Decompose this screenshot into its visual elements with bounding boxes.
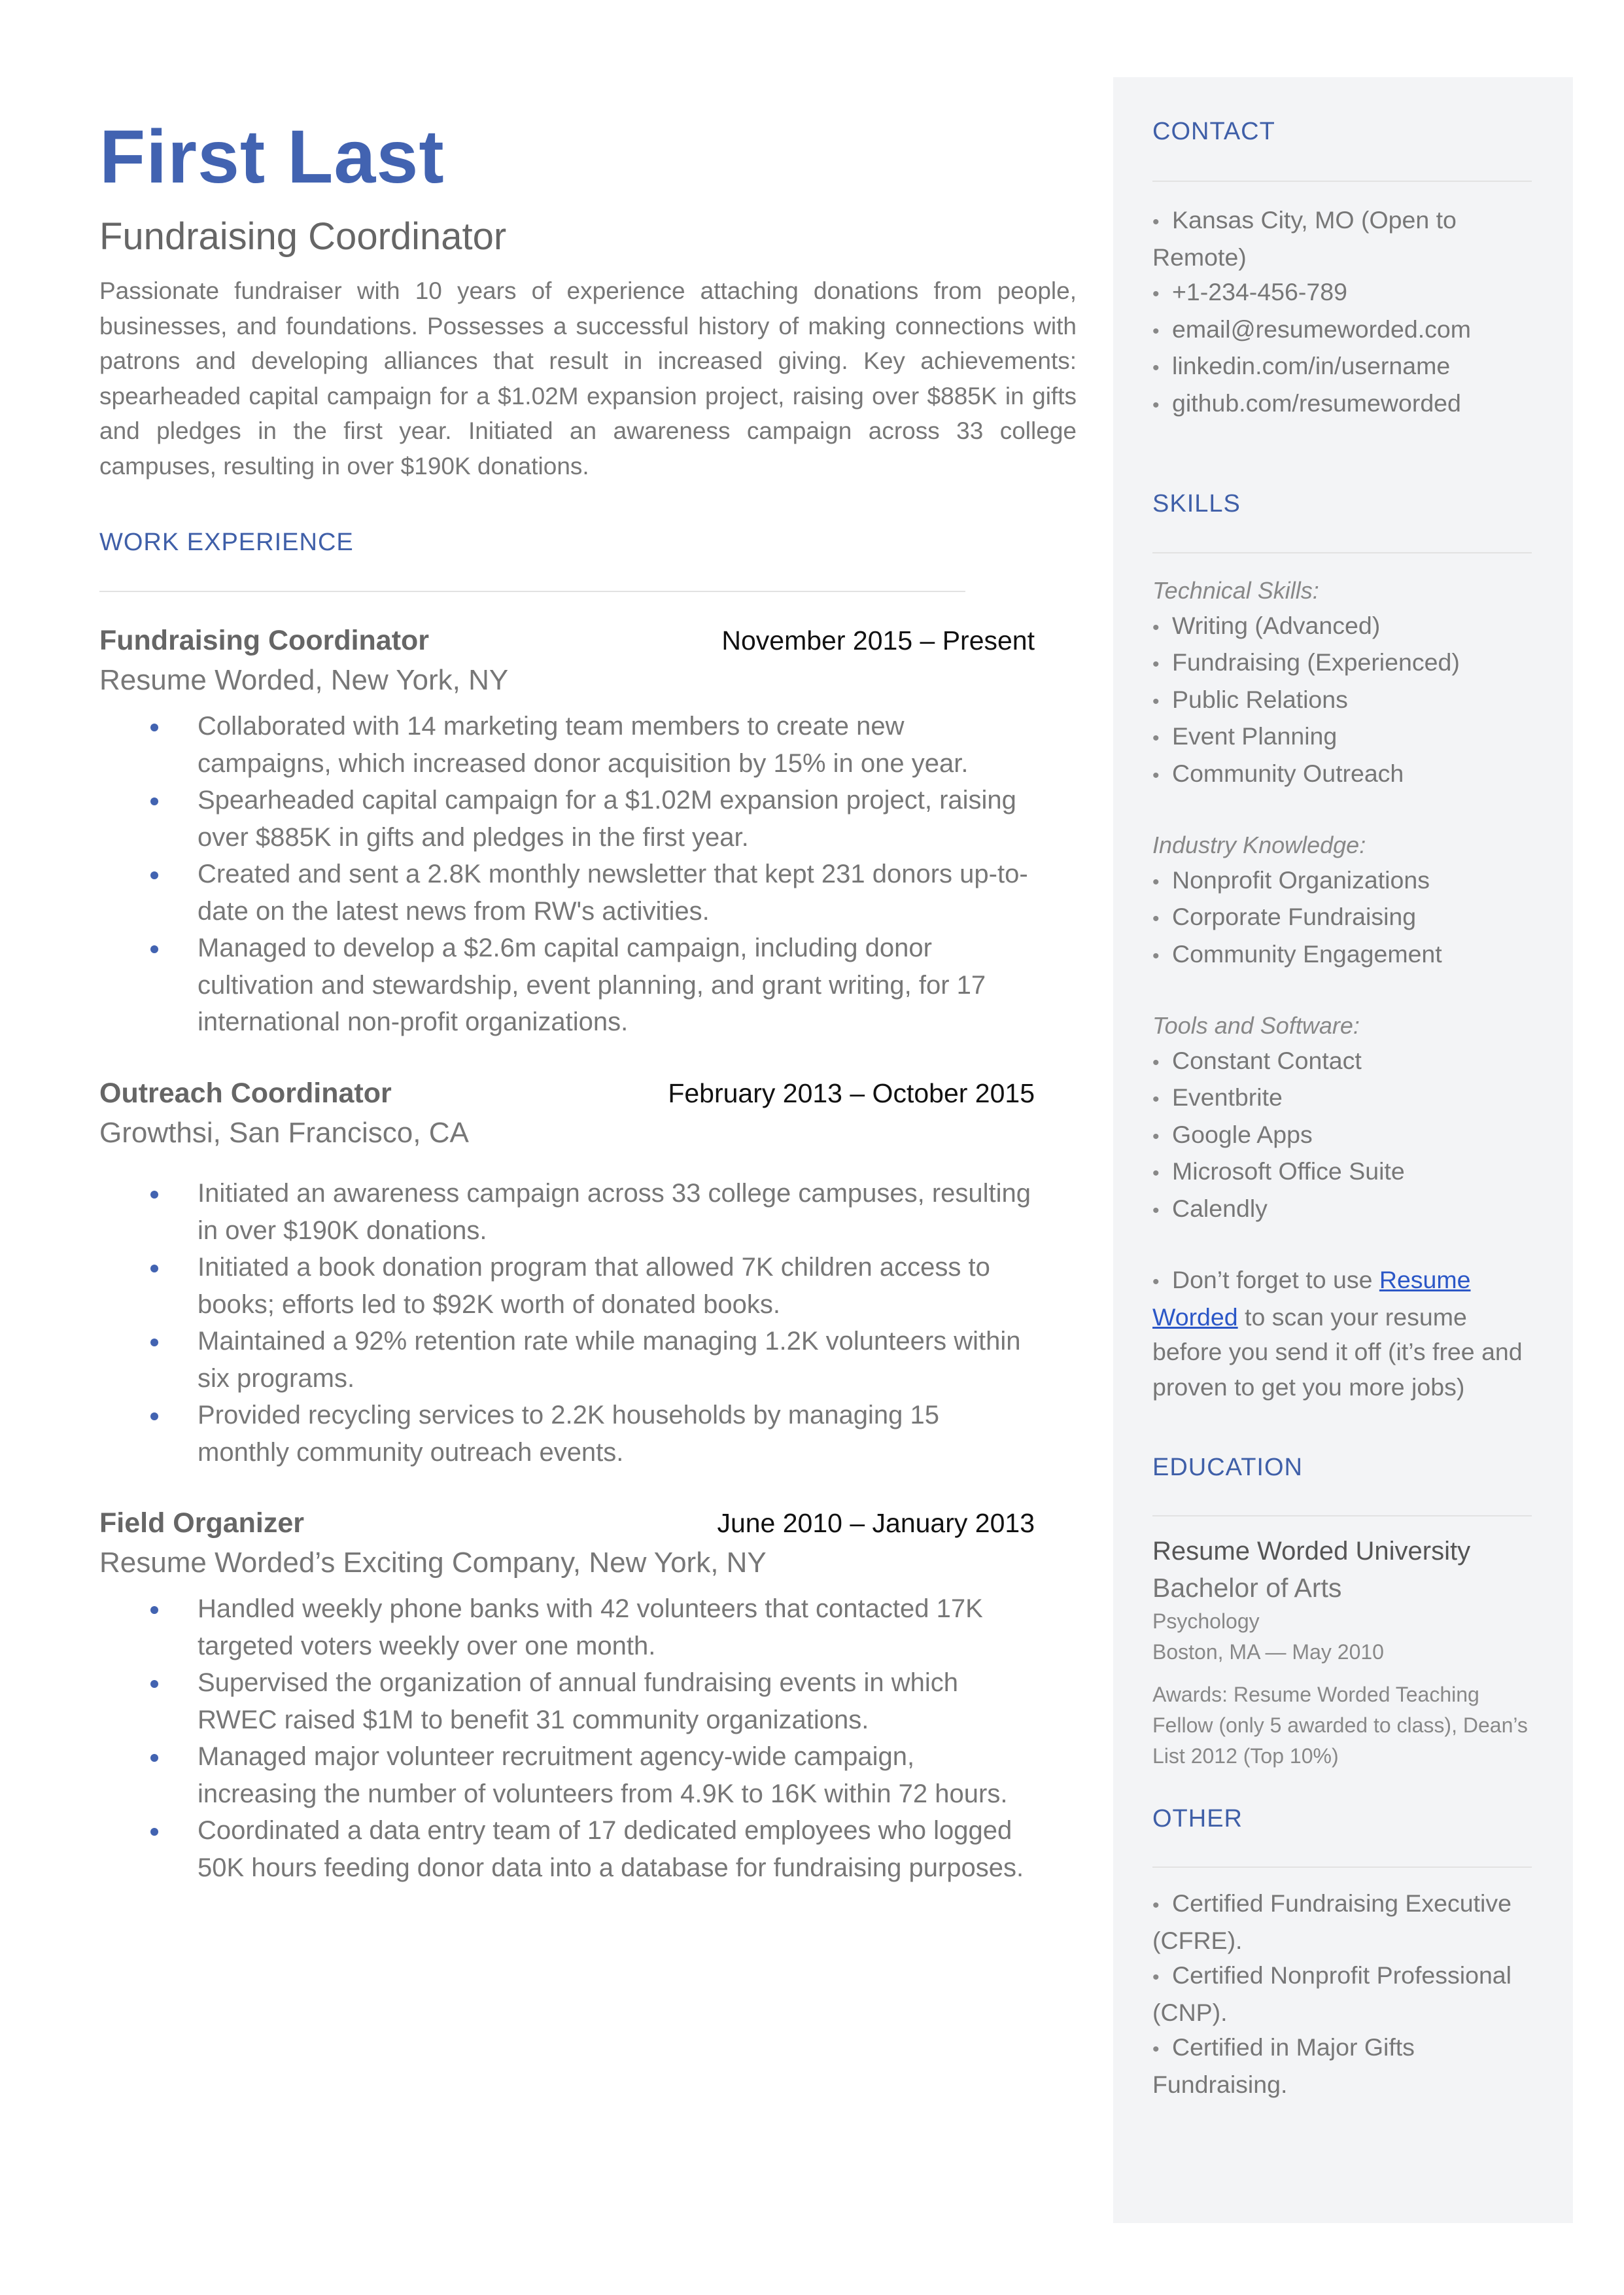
skill-item: • Writing (Advanced) — [1152, 608, 1532, 646]
skill-item: • Event Planning — [1152, 719, 1532, 756]
bullet-dot-icon — [150, 1265, 158, 1272]
contact-github[interactable]: • github.com/resumeworded — [1152, 386, 1532, 423]
bullet-icon: • — [1152, 1125, 1160, 1148]
job-bullets — [99, 1590, 1035, 1886]
job-bullet — [99, 1249, 1035, 1323]
bullet-icon: • — [1152, 908, 1160, 930]
work-experience-divider — [99, 591, 965, 592]
bullet-icon: • — [1152, 283, 1160, 305]
skill-item: • Corporate Fundraising — [1152, 900, 1532, 937]
bullet-icon: • — [1152, 1895, 1160, 1916]
job-bullets — [99, 1175, 1035, 1471]
skill-item: • Fundraising (Experienced) — [1152, 645, 1532, 682]
job-company: Resume Worded’s Exciting Company, New York, NY — [99, 1547, 767, 1579]
job-entry — [99, 1503, 1035, 1886]
job-dates: February 2013 – October 2015 — [668, 1078, 1035, 1108]
bullet-icon: • — [1152, 1163, 1160, 1184]
bullet-dot-icon — [150, 1828, 158, 1836]
contact-linkedin[interactable]: • linkedin.com/in/username — [1152, 349, 1532, 386]
education-degree: Bachelor of Arts — [1152, 1573, 1342, 1603]
job-bullet-text: Provided recycling services to 2.2K households by managing 15 monthly community outreach events. — [198, 1401, 939, 1467]
bullet-icon: • — [1152, 727, 1160, 749]
job-title: Field Organizer — [99, 1507, 305, 1539]
technical-skills-label: Technical Skills: — [1152, 577, 1319, 604]
sidebar — [1113, 77, 1573, 2223]
job-header — [99, 1073, 1035, 1113]
education-school: Resume Worded University — [1152, 1537, 1471, 1566]
candidate-name: First Last — [99, 115, 445, 199]
job-dates: November 2015 – Present — [721, 625, 1035, 656]
industry-knowledge-label: Industry Knowledge: — [1152, 832, 1366, 858]
job-bullet — [99, 1812, 1035, 1886]
skill-item: • Community Outreach — [1152, 756, 1532, 794]
bullet-icon: • — [1152, 1967, 1160, 1988]
certification-item: • Certified in Major Gifts Fundraising. — [1152, 2033, 1415, 2098]
candidate-title: Fundraising Coordinator — [99, 215, 507, 258]
job-entry — [99, 620, 1035, 1041]
job-bullet-text: Maintained a 92% retention rate while managing 1.2K volunteers within six programs. — [198, 1327, 1021, 1393]
resume-worded-link[interactable]: Resume Worded — [1152, 1266, 1471, 1331]
job-bullet-text: Created and sent a 2.8K monthly newsletter that kept 231 donors up-to-date on the latest news from RW's activities. — [198, 860, 1028, 926]
job-bullet-text: Collaborated with 14 marketing team members to create new campaigns, which increased donor acquisition by 15% in one year. — [198, 712, 969, 778]
tools-software-label: Tools and Software: — [1152, 1012, 1360, 1039]
bullet-icon: • — [1152, 394, 1160, 416]
bullet-icon: • — [1152, 211, 1160, 233]
job-entry — [99, 1073, 1035, 1471]
bullet-icon: • — [1152, 320, 1160, 342]
other-heading: OTHER — [1152, 1805, 1243, 1832]
job-bullet — [99, 856, 1035, 930]
job-title: Fundraising Coordinator — [99, 625, 430, 656]
bullet-icon: • — [1152, 2039, 1160, 2060]
skills-list — [1152, 573, 1532, 1405]
bullet-icon: • — [1152, 357, 1160, 379]
bullet-icon: • — [1152, 871, 1160, 893]
contact-phone[interactable]: • +1-234-456-789 — [1152, 275, 1532, 312]
bullet-icon: • — [1152, 616, 1160, 639]
skill-item: • Google Apps — [1152, 1117, 1532, 1155]
skills-divider — [1152, 552, 1532, 553]
job-bullet — [99, 1397, 1035, 1471]
education-location-date: Boston, MA — May 2010 — [1152, 1640, 1384, 1664]
job-bullet-text: Initiated an awareness campaign across 33 college campuses, resulting in over $190K donations. — [198, 1179, 1031, 1245]
summary-paragraph: Passionate fundraiser with 10 years of experience attaching donations from people, businesses, and foundations. Possesses a successful history of making connections with patrons and developing alliances that result in increased giving. Key achievements: spearheaded capital campaign for a $1.02M expansion project, raising over $885K in gifts and pledges in the first year. Initiated an awareness campaign across 33 college campuses, resulting in over $190K donations. — [99, 277, 1077, 480]
bullet-dot-icon — [150, 1754, 158, 1762]
job-bullet-text: Initiated a book donation program that allowed 7K children access to books; efforts led to $92K worth of donated books. — [198, 1253, 990, 1319]
bullet-dot-icon — [150, 1412, 158, 1420]
work-experience-heading: WORK EXPERIENCE — [99, 529, 354, 556]
education-divider — [1152, 1515, 1532, 1516]
bullet-dot-icon — [150, 797, 158, 805]
contact-heading: CONTACT — [1152, 118, 1275, 145]
job-company: Resume Worded, New York, NY — [99, 664, 509, 696]
job-bullets — [99, 708, 1035, 1041]
bullet-dot-icon — [150, 871, 158, 879]
job-bullet-text: Managed to develop a $2.6m capital campaign, including donor cultivation and stewardship, event planning, and grant writing, for 17 international non-profit organizations. — [198, 934, 986, 1036]
bullet-dot-icon — [150, 1606, 158, 1614]
job-bullet — [99, 782, 1035, 856]
bullet-icon: • — [1152, 764, 1160, 786]
job-bullet — [99, 1664, 1035, 1738]
education-heading: EDUCATION — [1152, 1454, 1303, 1481]
job-bullet — [99, 930, 1035, 1041]
bullet-dot-icon — [150, 1191, 158, 1199]
bullet-icon: • — [1152, 1271, 1160, 1293]
skill-item: • Community Engagement — [1152, 937, 1532, 974]
skill-item: • Nonprofit Organizations — [1152, 863, 1532, 900]
bullet-icon: • — [1152, 1051, 1160, 1074]
job-bullet — [99, 1590, 1035, 1664]
bullet-dot-icon — [150, 1680, 158, 1688]
job-bullet-text: Spearheaded capital campaign for a $1.02M expansion project, raising over $885K in gifts and pledges in the first year. — [198, 786, 1016, 852]
job-bullet — [99, 1738, 1035, 1812]
job-bullet — [99, 1323, 1035, 1397]
other-list — [1152, 1886, 1532, 2102]
skills-heading: SKILLS — [1152, 490, 1241, 517]
job-bullet-text: Handled weekly phone banks with 42 volunteers that contacted 17K targeted voters weekly over one month. — [198, 1594, 983, 1660]
education-entry — [1152, 1533, 1532, 1772]
skill-item: • Constant Contact — [1152, 1043, 1532, 1081]
other-divider — [1152, 1866, 1532, 1868]
job-dates: June 2010 – January 2013 — [717, 1508, 1035, 1538]
job-bullet — [99, 1175, 1035, 1249]
education-awards: Awards: Resume Worded Teaching Fellow (only 5 awarded to class), Dean’s List 2012 (Top 10%) — [1152, 1683, 1528, 1768]
bullet-icon: • — [1152, 690, 1160, 712]
job-header — [99, 620, 1035, 661]
education-major: Psychology — [1152, 1609, 1260, 1633]
skill-item: • Eventbrite — [1152, 1080, 1532, 1117]
bullet-icon: • — [1152, 654, 1160, 675]
job-bullet-text: Coordinated a data entry team of 17 dedicated employees who logged 50K hours feeding donor data into a database for fundraising purposes. — [198, 1816, 1024, 1882]
bullet-icon: • — [1152, 1199, 1160, 1221]
contact-list — [1152, 203, 1532, 423]
skill-item: • Microsoft Office Suite — [1152, 1154, 1532, 1191]
job-bullet — [99, 708, 1035, 782]
job-header — [99, 1503, 1035, 1543]
bullet-dot-icon — [150, 1339, 158, 1346]
job-bullet-text: Managed major volunteer recruitment agency-wide campaign, increasing the number of volunteers from 4.9K to 16K within 72 hours. — [198, 1742, 1008, 1808]
bullet-dot-icon — [150, 945, 158, 953]
job-bullet-text: Supervised the organization of annual fundraising events in which RWEC raised $1M to benefit 31 community organizations. — [198, 1668, 958, 1734]
bullet-dot-icon — [150, 724, 158, 731]
bullet-icon: • — [1152, 945, 1160, 967]
certification-item: • Certified Fundraising Executive (CFRE). — [1152, 1889, 1512, 1954]
contact-divider — [1152, 181, 1532, 182]
job-title: Outreach Coordinator — [99, 1077, 392, 1109]
skill-item: • Calendly — [1152, 1191, 1532, 1229]
certification-item: • Certified Nonprofit Professional (CNP). — [1152, 1961, 1512, 2026]
job-company: Growthsi, San Francisco, CA — [99, 1117, 469, 1149]
contact-location: • Kansas City, MO (Open to Remote) — [1152, 206, 1457, 271]
bullet-icon: • — [1152, 1089, 1160, 1110]
resume-tip: • Don’t forget to use Resume Worded to scan your resume before you send it off (it’s free and proven to get you more jobs) — [1152, 1266, 1523, 1401]
contact-email[interactable]: • email@resumeworded.com — [1152, 312, 1532, 349]
skill-item: • Public Relations — [1152, 682, 1532, 720]
